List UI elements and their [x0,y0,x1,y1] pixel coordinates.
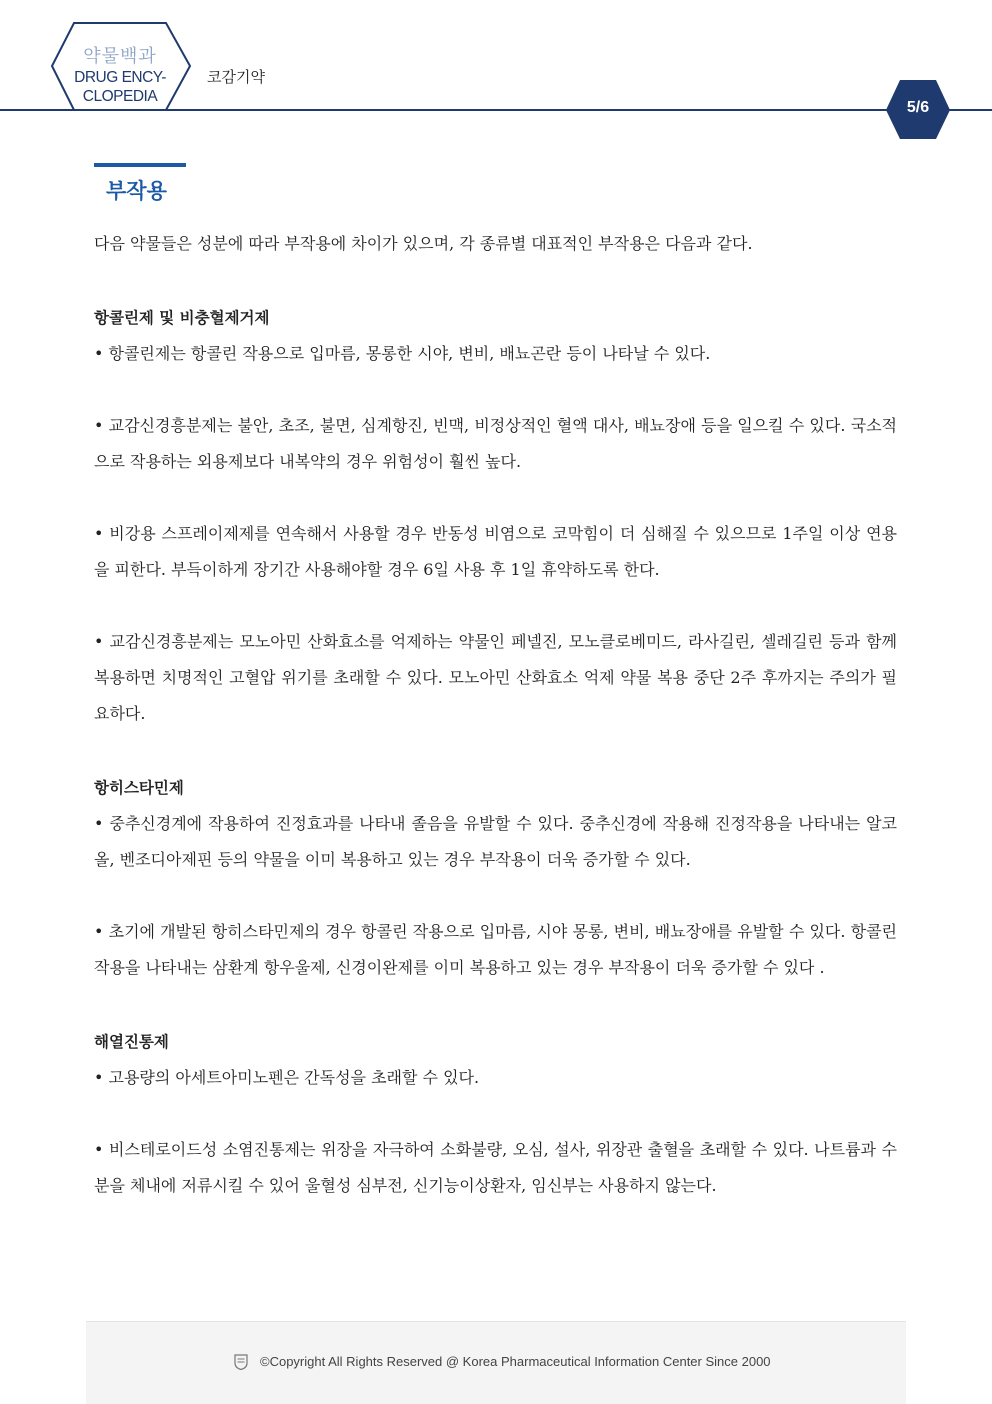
group-title: 항히스타민제 [94,779,184,797]
list-item: • 교감신경흥분제는 불안, 초조, 불면, 심계항진, 빈맥, 비정상적인 혈액 대사, 배뇨장애 등을 일으킬 수 있다. 국소적으로 작용하는 외용제보다 내복약의 경우 위험성이 훨씬 높다. [94,416,897,471]
list-item: • 중추신경계에 작용하여 진정효과를 나타내 졸음을 유발할 수 있다. 중추신경에 작용해 진정작용을 나타내는 알코올, 벤조디아제핀 등의 약물을 이미 복용하고 있는 경우 부작용이 더욱 증가할 수 있다. [94,814,897,869]
section-accent-bar [94,163,186,167]
list-item: • 교감신경흥분제는 모노아민 산화효소를 억제하는 약물인 페넬진, 모노클로베미드, 라사길린, 셀레길린 등과 함께 복용하면 치명적인 고혈압 위기를 초래할 수 있다. 모노아민 산화효소 억제 약물 복용 중단 2주 후까지는 주의가 필요하다. [94,632,897,723]
logo-korean-text: 약물백과 [83,46,157,67]
logo-english-line2: CLOPEDIA [82,88,158,105]
footer [86,1321,906,1404]
list-item: • 비강용 스프레이제제를 연속해서 사용할 경우 반동성 비염으로 코막힘이 더 심해질 수 있으므로 1주일 이상 연용을 피한다. 부득이하게 장기간 사용해야할 경우 6일 사용 후 1일 휴약하도록 한다. [94,524,897,579]
page-number: 5/6 [906,99,930,116]
section-title: 부작용 [106,179,167,203]
group-anticholinergic [94,300,897,732]
group-title: 항콜린제 및 비충혈제거제 [94,309,270,327]
list-item: • 항콜린제는 항콜린 작용으로 입마름, 몽롱한 시야, 변비, 배뇨곤란 등이 나타날 수 있다. [94,344,711,363]
copyright-text: ©Copyright All Rights Reserved @ Korea Pharmaceutical Information Center Since 2000 [260,1354,771,1369]
document-title: 코감기약 [207,68,265,86]
content-body [94,226,897,1242]
list-item: • 비스테로이드성 소염진통제는 위장을 자극하여 소화불량, 오심, 설사, 위장관 출혈을 초래할 수 있다. 나트륨과 수분을 체내에 저류시킬 수 있어 울혈성 심부전, 신기능이상환자, 임신부는 사용하지 않는다. [94,1140,897,1195]
list-item: • 고용량의 아세트아미노펜은 간독성을 초래할 수 있다. [94,1068,480,1087]
logo-english-text [52,68,188,106]
group-title: 해열진통제 [94,1033,169,1051]
section-intro: 다음 약물들은 성분에 따라 부작용에 차이가 있으며, 각 종류별 대표적인 부작용은 다음과 같다. [94,234,753,253]
group-analgesic [94,1024,897,1204]
shield-logo-icon [234,1354,248,1370]
list-item: • 초기에 개발된 항히스타민제의 경우 항콜린 작용으로 입마름, 시야 몽롱, 변비, 배뇨장애를 유발할 수 있다. 항콜린 작용을 나타내는 삼환계 항우울제, 신경이완제를 이미 복용하고 있는 경우 부작용이 더욱 증가할 수 있다 . [94,922,897,977]
group-antihistamine [94,770,897,986]
logo-english-line1: DRUG ENCY- [74,69,166,86]
